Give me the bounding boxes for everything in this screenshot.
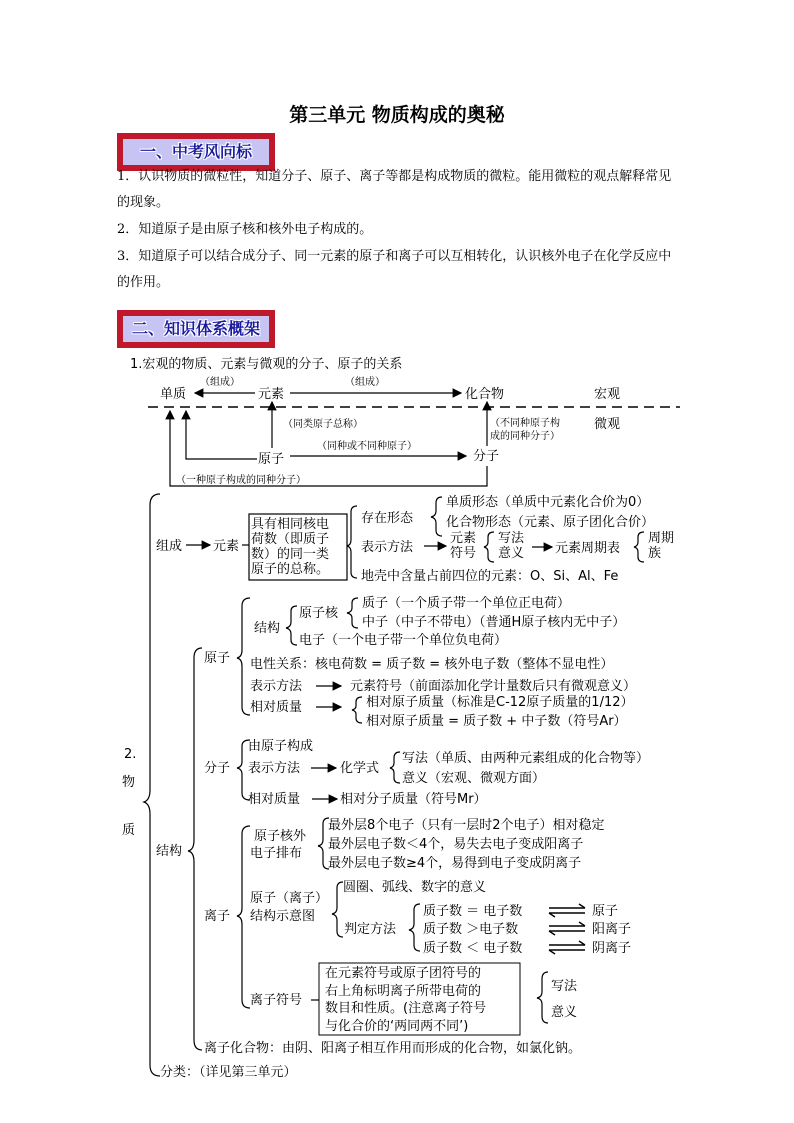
danzhi-xingtai: 单质形态（单质中元素化合价为0） xyxy=(446,495,650,510)
label-butong-1: （不同种原子构 xyxy=(490,418,560,429)
biaoshi-fangfa: 表示方法 xyxy=(361,540,414,555)
page-title: 第三单元 物质构成的奥秘 xyxy=(289,104,505,126)
node-huahewu: 化合物 xyxy=(465,387,505,402)
node-yuanzi: 原子 xyxy=(258,452,285,467)
fuhao-xiefa: 写法 xyxy=(498,531,525,546)
dianzi: 电子（一个电子带一个单位负电荷） xyxy=(299,633,508,648)
huaxueshi-xiefa: 写法（单质、由两种元素组成的化合物等） xyxy=(402,751,650,766)
paibu-1: 最外层8个电子（只有一层时2个电子）相对稳定 xyxy=(328,818,605,833)
fenzi-xiangdui: 相对质量 xyxy=(248,792,301,807)
hewai-1: 原子核外 xyxy=(254,829,307,844)
zhouqibiao: 元素周期表 xyxy=(555,541,621,556)
def-line-1: 具有相同核电 xyxy=(251,517,330,532)
def-line-4: 原子的总称。 xyxy=(251,562,330,577)
label-tonglei: （同类原子总称） xyxy=(283,419,363,430)
zu: 族 xyxy=(648,546,662,561)
def-line-3: 数）的同一类 xyxy=(251,547,330,562)
label-tongzhong: （同种或不同种原子） xyxy=(317,441,417,452)
yuanzi-biaoshi: 表示方法 xyxy=(250,679,303,694)
objective-item-2: 2．知道原子是由原子核和核外电子构成的。 xyxy=(117,222,373,237)
node-fenzi: 分子 xyxy=(473,449,500,464)
lizi-def-2: 右上角标明离子所带电荷的 xyxy=(325,984,482,999)
pd2-left: 质子数 ＞电子数 xyxy=(423,922,519,937)
zhizi: 质子（一个质子带一个单位正电荷） xyxy=(362,596,571,611)
label-weiguan: 微观 xyxy=(594,417,621,432)
label-hongguan: 宏观 xyxy=(594,387,621,402)
banner-text: 二、知识体系概架 xyxy=(131,319,260,338)
zhongzi: 中子（中子不带电）（普通H原子核内无中子） xyxy=(362,615,626,630)
yuanzi-jiegou: 结构 xyxy=(254,621,281,636)
fenzi-biaoshi: 表示方法 xyxy=(248,761,301,776)
node-lizi-tree: 离子 xyxy=(204,909,231,924)
fuhao-yiyi: 意义 xyxy=(498,546,525,561)
branch-fenlei: 分类：（详见第三单元） xyxy=(160,1065,297,1080)
node-yuansu: 元素 xyxy=(258,387,285,402)
pd3-right: 阴离子 xyxy=(592,941,632,956)
branch-jiegou: 结构 xyxy=(156,844,183,859)
node-fenzi-tree: 分子 xyxy=(204,761,231,776)
yuanzi-fuhao: 元素符号（前面添加化学计量数后只有微观意义） xyxy=(350,679,637,694)
yuanzihe: 原子核 xyxy=(299,606,339,621)
pd2-right: 阳离子 xyxy=(592,922,632,937)
yuansu-fuhao-1: 元素 xyxy=(450,531,477,546)
yuanquan: 圆圈、弧线、数字的意义 xyxy=(343,880,487,895)
lizi-def-4: 与化合价的‘两同两不同’) xyxy=(325,1019,469,1034)
diagram-subtitle: 1.宏观的物质、元素与微观的分子、原子的关系 xyxy=(130,357,403,372)
label-zucheng-2: （组成） xyxy=(345,377,385,388)
banner-text: 一、中考风向标 xyxy=(139,142,252,161)
label-zucheng-1: （组成） xyxy=(200,377,240,388)
huaxueshi-yiyi: 意义（宏观、微观方面） xyxy=(402,771,546,786)
label-butong-2: 成的同种分子） xyxy=(490,431,560,442)
pd1-right: 原子 xyxy=(592,904,619,919)
yuanzi-xiangdui: 相对质量 xyxy=(250,700,303,715)
label-yizhong: （一种原子构成的同种分子） xyxy=(176,475,306,486)
xiangdui-2: 相对原子质量 = 质子数 + 中子数（符号Ar） xyxy=(366,714,627,729)
node-danzhi: 单质 xyxy=(160,387,187,402)
fenzi-xiangdui-val: 相对分子质量（符号Mr） xyxy=(340,792,487,807)
yuansu-fuhao-2: 符号 xyxy=(450,546,477,561)
node-yuansu-tree: 元素 xyxy=(213,539,240,554)
dianxing-guanxi: 电性关系：核电荷数 = 质子数 = 核外电子数（整体不显电性） xyxy=(250,657,614,672)
xiangdui-1: 相对原子质量（标准是C-12原子质量的1/12） xyxy=(366,695,634,710)
dike-yuansu: 地壳中含量占前四位的元素：O、Si、Al、Fe xyxy=(361,569,619,584)
zhouqi: 周期 xyxy=(648,531,675,546)
paibu-3: 最外层电子数≥4个，易得到电子变成阴离子 xyxy=(328,856,582,871)
hewai-2: 电子排布 xyxy=(250,846,303,861)
lizi-xiefa: 写法 xyxy=(551,979,578,994)
pd3-left: 质子数 ＜ 电子数 xyxy=(423,941,523,956)
objective-item-3: 3．知道原子可以结合成分子、同一元素的原子和离子可以互相转化，认识核外电子在化学反应中的作用。 xyxy=(117,249,672,290)
lizi-def-1: 在元素符号或原子团符号的 xyxy=(325,966,482,981)
root-char-1: 物 xyxy=(122,775,136,790)
huaxueshi: 化学式 xyxy=(340,761,380,776)
paibu-2: 最外层电子数＜4个，易失去电子变成阳离子 xyxy=(328,837,584,852)
pd1-left: 质子数 ＝ 电子数 xyxy=(423,904,523,919)
branch-zucheng: 组成 xyxy=(156,539,183,554)
def-line-2: 荷数（即质子 xyxy=(251,532,330,547)
lizi-huahewu: 离子化合物：由阴、阳离子相互作用而形成的化合物，如氯化钠。 xyxy=(204,1041,582,1056)
cunzai-xingtai: 存在形态 xyxy=(361,511,414,526)
node-yuanzi-tree: 原子 xyxy=(204,651,231,666)
objective-item-1: 1．认识物质的微粒性，知道分子、原子、离子等都是构成物质的微粒。能用微粒的观点解释常见的现象。 xyxy=(117,169,672,210)
lizi-fuhao: 离子符号 xyxy=(250,993,303,1008)
huahewu-xingtai: 化合物形态（元素、原子团化合价） xyxy=(446,515,655,530)
lizi-def-3: 数目和性质。(注意离子符号 xyxy=(325,1001,487,1016)
root-num: 2. xyxy=(124,747,137,762)
shiyitu-2: 结构示意图 xyxy=(250,909,316,924)
fenzi-you: 由原子构成 xyxy=(248,739,314,754)
panding-fangfa: 判定方法 xyxy=(344,922,397,937)
root-char-2: 质 xyxy=(122,823,136,838)
lizi-yiyi: 意义 xyxy=(551,1005,578,1020)
shiyitu-1: 原子（离子） xyxy=(250,891,329,906)
